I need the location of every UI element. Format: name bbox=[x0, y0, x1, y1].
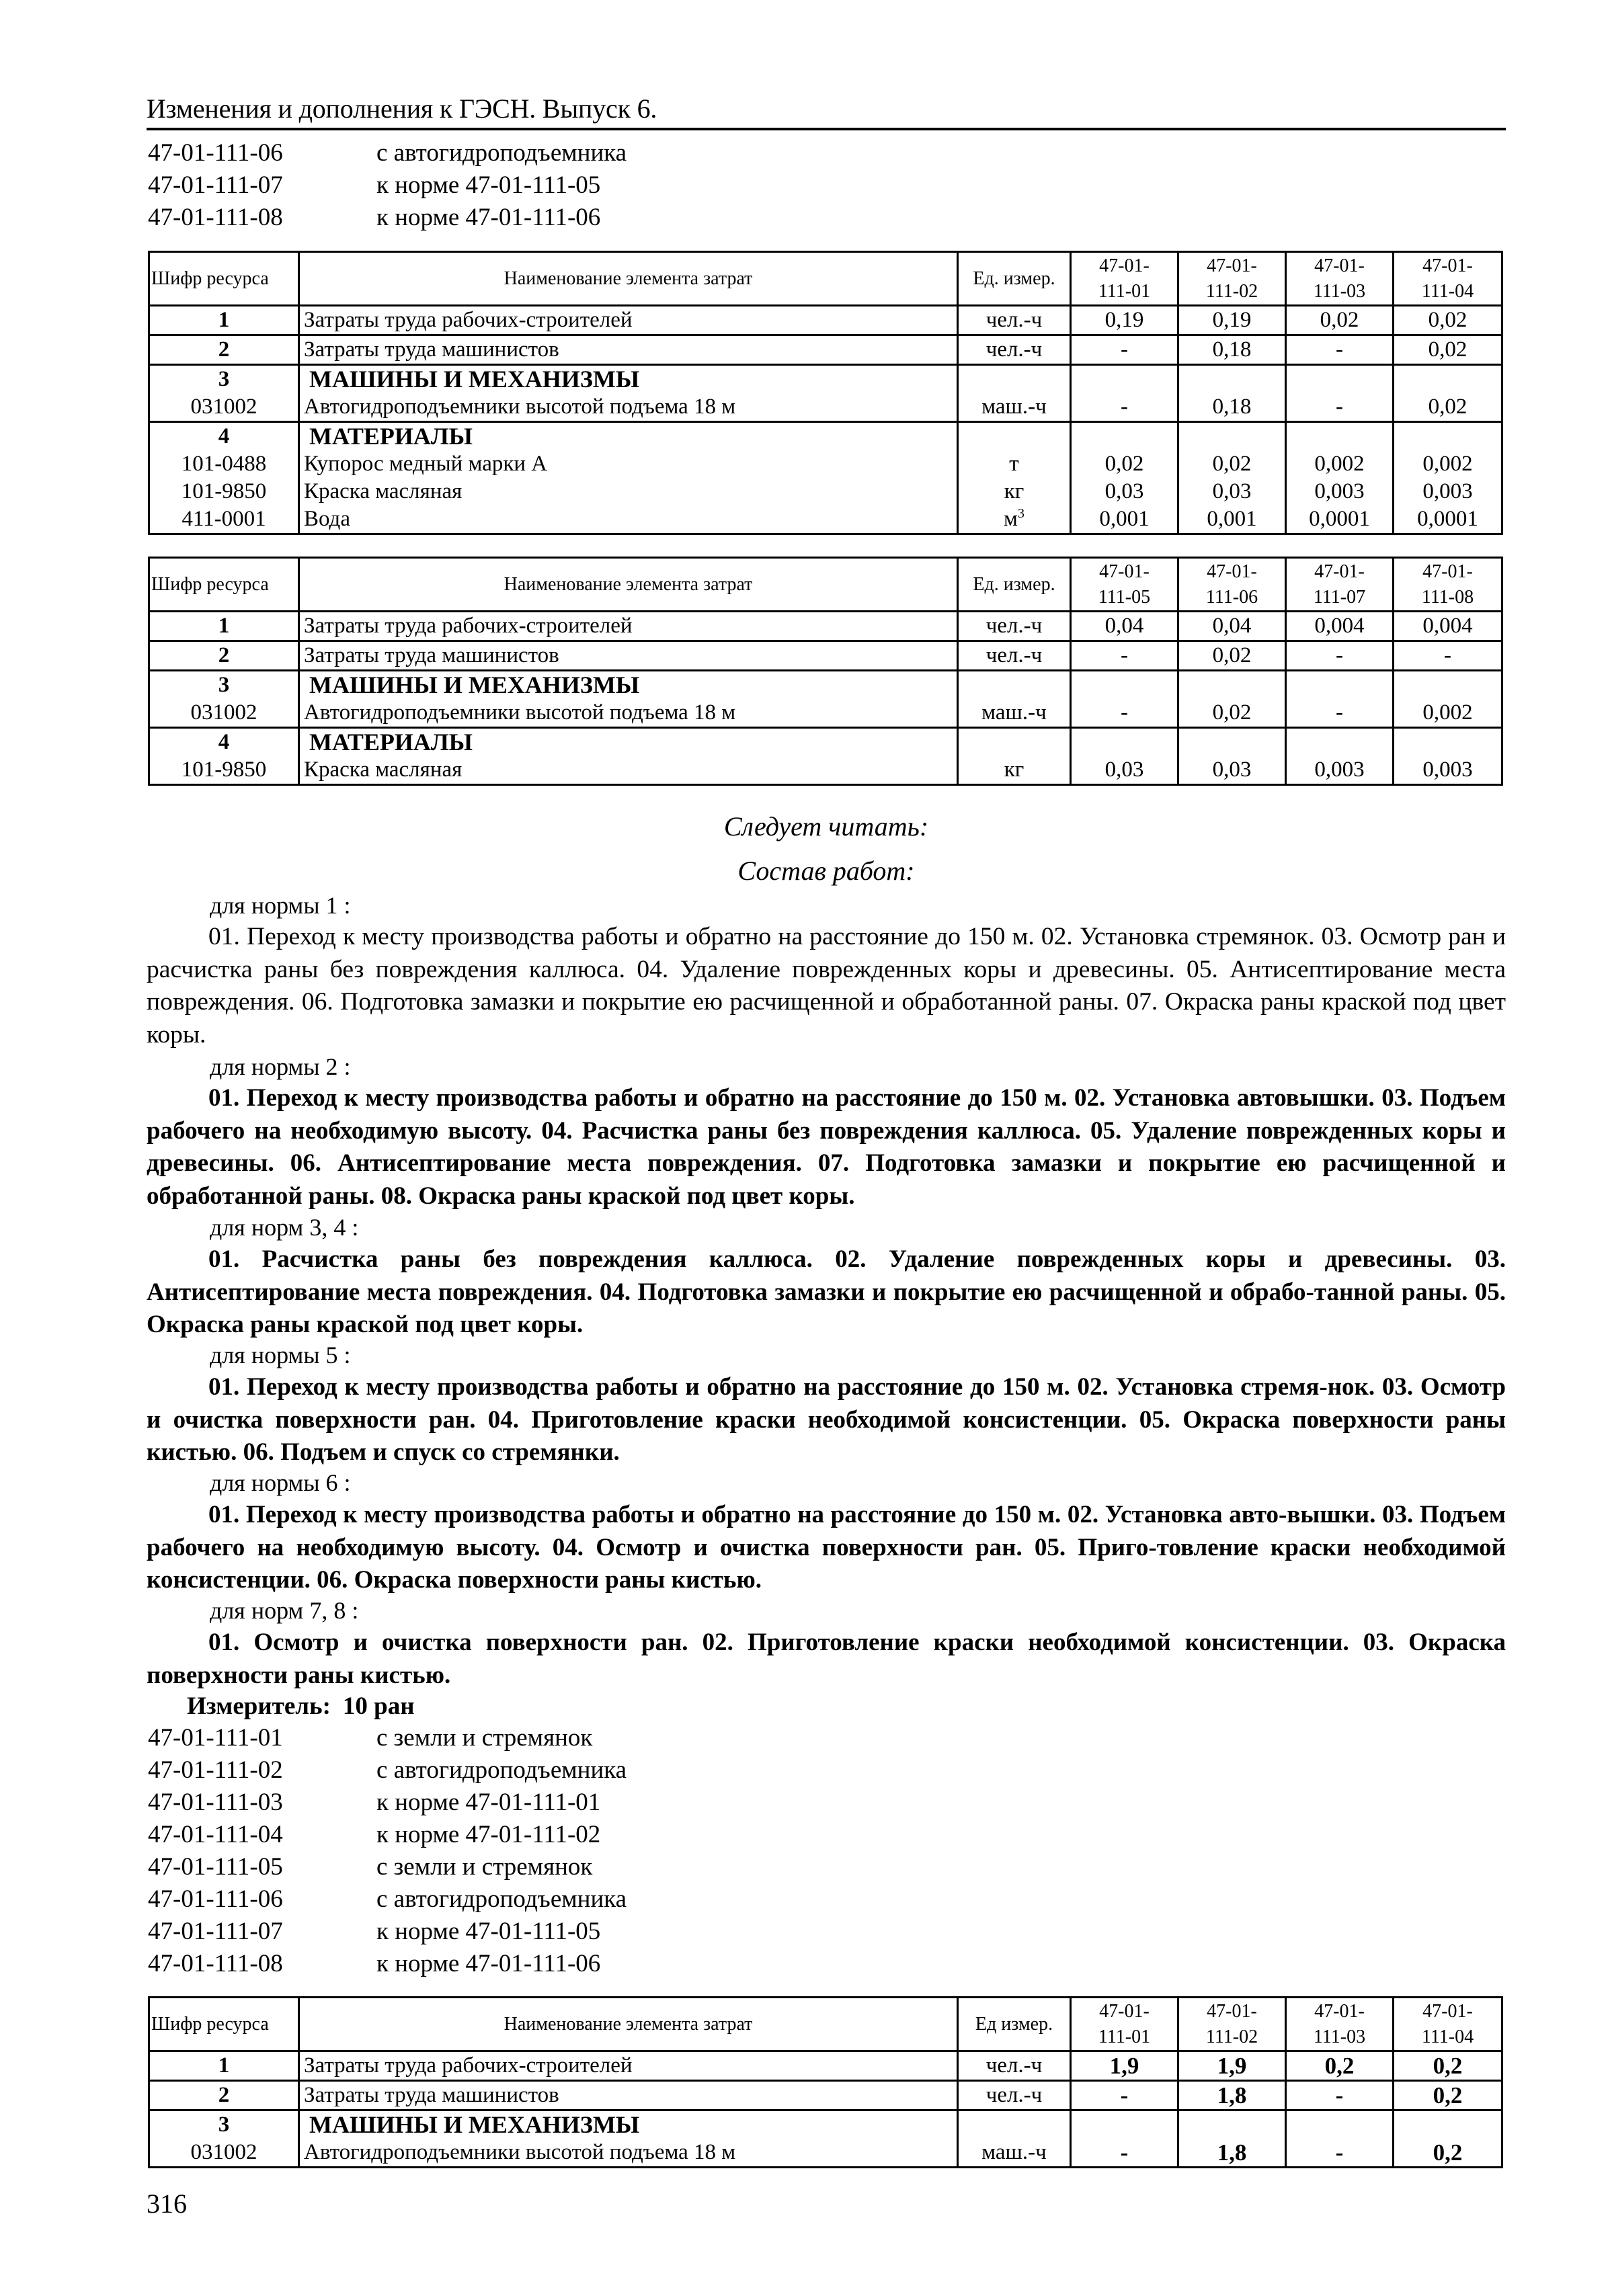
table-row: 1 Затраты труда рабочих-строителей чел.-ч 0,19 0,19 0,02 0,02 bbox=[149, 306, 1502, 335]
norm-label: для нормы 6 : bbox=[210, 1469, 351, 1496]
header-norm-col: 47-01- 111-08 bbox=[1394, 558, 1502, 612]
resource-code: 101-9850 bbox=[181, 479, 267, 503]
header-code: Шифр ресурса bbox=[149, 252, 299, 306]
table-row: 2 Затраты труда машинистов чел.-ч - 0,02 - - bbox=[149, 641, 1502, 671]
bottom-code-list bbox=[148, 1722, 627, 1980]
correction-heading: Следует читать: bbox=[723, 811, 929, 842]
resource-table-1 bbox=[148, 251, 1503, 535]
resource-name: Затраты труда машинистов bbox=[304, 643, 559, 667]
resource-name: Краска масляная bbox=[304, 757, 463, 782]
resource-code: 031002 bbox=[190, 2140, 257, 2164]
section-title: МАТЕРИАЛЫ bbox=[309, 423, 473, 450]
table-section-machines: 3 031002 МАШИНЫ И МЕХАНИЗМЫ Автогидроподъемники высотой подъема 18 м маш.-ч - 0,02 - 0,002 bbox=[149, 671, 1502, 728]
resource-code: 1 bbox=[218, 614, 230, 638]
unit: чел.-ч bbox=[986, 2083, 1043, 2107]
resource-code: 031002 bbox=[190, 395, 257, 419]
norm-label: для норм 7, 8 : bbox=[210, 1597, 359, 1624]
norm-code: 47-01-111-06 bbox=[148, 139, 283, 167]
code-list-item: 47-01-111-05 с земли и стремянок bbox=[148, 1853, 593, 1881]
norm-code: 47-01-111-08 bbox=[148, 204, 283, 231]
unit: маш.-ч bbox=[981, 700, 1047, 725]
table-row: 2 Затраты труда машинистов чел.-ч - 0,18 - 0,02 bbox=[149, 335, 1502, 365]
header-name: Наименование элемента затрат bbox=[299, 252, 958, 306]
norm-description: к норме 47-01-111-06 bbox=[376, 204, 601, 231]
header-norm-col: 47-01- 111-07 bbox=[1286, 558, 1394, 612]
resource-code: 2 bbox=[218, 2083, 230, 2107]
header-code: Шифр ресурса bbox=[149, 558, 299, 612]
section-title: МАШИНЫ И МЕХАНИЗМЫ bbox=[309, 366, 640, 393]
resource-name: Автогидроподъемники высотой подъема 18 м bbox=[304, 2140, 736, 2164]
resource-code: 2 bbox=[218, 643, 230, 667]
header-unit: Ед измер. bbox=[958, 1998, 1071, 2051]
header-rule bbox=[147, 128, 1506, 130]
work-description: 01. Переход к месту производства работы и обратно на расстояние до 150 м. 02. Установка автовышки. 03. Подъем рабочего на необходимую высоту. 04. Расчистка раны без повреждения каллюса. 05. Удаление поврежденных коры и древесины. 06. Антисептирование места повреждения. 07. Подготовка замазки и покрытие ею расчищенной и обработанной раны. 08. Окраска раны краской под цвет коры. bbox=[147, 1084, 1506, 1210]
unit: чел.-ч bbox=[986, 308, 1043, 332]
header-norm-col: 47-01- 111-03 bbox=[1286, 252, 1394, 306]
table-section-materials: 4 101-0488 101-9850 411-0001 МАТЕРИАЛЫ Купорос медный марки А Краска масляная Вода т кг $м^3$ 0,02 0,03 0,001 0,02 0,03 0,001 0,002 0,003 0,0001 0,002 0,003 0,0001 bbox=[149, 422, 1502, 534]
unit: чел.-ч bbox=[986, 614, 1043, 638]
resource-name: Затраты труда рабочих-строителей bbox=[304, 2053, 633, 2078]
unit: чел.-ч bbox=[986, 643, 1043, 667]
section-title: МАШИНЫ И МЕХАНИЗМЫ bbox=[309, 671, 640, 698]
resource-code: 411-0001 bbox=[182, 507, 266, 531]
resource-table-2 bbox=[148, 557, 1503, 786]
table-row: 1 Затраты труда рабочих-строителей чел.-ч 0,04 0,04 0,004 0,004 bbox=[149, 612, 1502, 641]
resource-name: Автогидроподъемники высотой подъема 18 м bbox=[304, 700, 736, 725]
header-norm-col: 47-01- 111-02 bbox=[1178, 252, 1286, 306]
code-list-item bbox=[148, 202, 627, 234]
resource-name: Краска масляная bbox=[304, 479, 463, 503]
work-description: 01. Переход к месту производства работы и обратно на расстояние до 150 м. 02. Установка авто-вышки. 03. Подъем рабочего на необходимую высоту. 04. Осмотр и очистка поверхности ран. 05. Приго-товление краски необходимой консистенции. 06. Окраска поверхности раны кистью. bbox=[147, 1501, 1506, 1594]
code-list-item bbox=[148, 169, 627, 202]
resource-code: 2 bbox=[218, 337, 230, 362]
code-list-item: 47-01-111-07 к норме 47-01-111-05 bbox=[148, 1918, 601, 1945]
table-header-row bbox=[149, 558, 1502, 612]
header-norm-col: 47-01- 111-01 bbox=[1071, 1998, 1178, 2051]
header-code: Шифр ресурса bbox=[149, 1998, 299, 2051]
resource-name: Затраты труда машинистов bbox=[304, 337, 559, 362]
top-code-list bbox=[148, 137, 627, 234]
table-header-row bbox=[149, 252, 1502, 306]
norm-description: с автогидроподъемника bbox=[376, 139, 627, 167]
resource-name: Затраты труда рабочих-строителей bbox=[304, 614, 633, 638]
resource-code: 1 bbox=[218, 308, 230, 332]
header-norm-col: 47-01- 111-03 bbox=[1286, 1998, 1394, 2051]
page-number: 316 bbox=[147, 2188, 187, 2219]
code-list-item: 47-01-111-04 к норме 47-01-111-02 bbox=[148, 1821, 601, 1848]
unit: маш.-ч bbox=[981, 2140, 1047, 2164]
resource-code: 101-9850 bbox=[181, 757, 267, 782]
unit: чел.-ч bbox=[986, 2053, 1043, 2078]
unit: $м^3$ bbox=[1004, 506, 1024, 531]
header-norm-col: 47-01- 111-04 bbox=[1394, 1998, 1502, 2051]
code-list-item: 47-01-111-03 к норме 47-01-111-01 bbox=[148, 1789, 601, 1816]
resource-name: Затраты труда машинистов bbox=[304, 2083, 559, 2107]
table-row: 1 Затраты труда рабочих-строителей чел.-ч 1,9 1,9 0,2 0,2 bbox=[149, 2051, 1502, 2081]
norm-label: для нормы 1 : bbox=[210, 892, 351, 919]
unit: кг bbox=[1004, 757, 1024, 782]
work-composition-heading: Состав работ: bbox=[737, 856, 915, 886]
resource-table-3 bbox=[148, 1996, 1503, 2168]
header-norm-col: 47-01- 111-02 bbox=[1178, 1998, 1286, 2051]
work-description: 01. Переход к месту производства работы и обратно на расстояние до 150 м. 02. Установка стремя-нок. 03. Осмотр и очистка поверхности ран. 04. Приготовление краски необходимой консистенции. 05. Окраска поверхности раны кистью. 06. Подъем и спуск со стремянки. bbox=[147, 1373, 1506, 1466]
resource-code: 031002 bbox=[190, 700, 257, 725]
unit: т bbox=[1009, 452, 1019, 476]
resource-name: Купорос медный марки А bbox=[304, 452, 548, 476]
unit: маш.-ч bbox=[981, 395, 1047, 419]
resource-code: 1 bbox=[218, 2053, 230, 2078]
norm-label: для нормы 5 : bbox=[210, 1342, 351, 1368]
code-list-item: 47-01-111-02 с автогидроподъемника bbox=[148, 1756, 627, 1784]
norm-code: 47-01-111-07 bbox=[148, 171, 283, 199]
work-description: 01. Осмотр и очистка поверхности ран. 02. Приготовление краски необходимой консистенции. 03. Окраска поверхности раны кистью. bbox=[147, 1629, 1506, 1689]
header-norm-col: 47-01- 111-05 bbox=[1071, 558, 1178, 612]
resource-name: Затраты труда рабочих-строителей bbox=[304, 308, 633, 332]
table-section-materials: 4 101-9850 МАТЕРИАЛЫ Краска масляная кг 0,03 0,03 0,003 0,003 bbox=[149, 728, 1502, 785]
section-title: МАТЕРИАЛЫ bbox=[309, 729, 473, 755]
code-list-item bbox=[148, 137, 627, 169]
norm-label: для нормы 2 : bbox=[210, 1053, 351, 1080]
header-norm-col: 47-01- 111-06 bbox=[1178, 558, 1286, 612]
norm-description: к норме 47-01-111-05 bbox=[376, 171, 601, 199]
resource-name: Автогидроподъемники высотой подъема 18 м bbox=[304, 395, 736, 419]
header-name: Наименование элемента затрат bbox=[299, 1998, 958, 2051]
code-list-item: 47-01-111-08 к норме 47-01-111-06 bbox=[148, 1950, 601, 1977]
unit: чел.-ч bbox=[986, 337, 1043, 362]
unit: кг bbox=[1004, 479, 1024, 503]
header-norm-col: 47-01- 111-01 bbox=[1071, 252, 1178, 306]
table-header-row bbox=[149, 1998, 1502, 2051]
table-row: 2 Затраты труда машинистов чел.-ч - 1,8 - 0,2 bbox=[149, 2081, 1502, 2110]
code-list-item: 47-01-111-01 с земли и стремянок bbox=[148, 1724, 593, 1752]
header-norm-col: 47-01- 111-04 bbox=[1394, 252, 1502, 306]
table-section-machines: 3 031002 МАШИНЫ И МЕХАНИЗМЫ Автогидроподъемники высотой подъема 18 м маш.-ч - 1,8 - 0,2 bbox=[149, 2110, 1502, 2168]
resource-code: 101-0488 bbox=[181, 452, 267, 476]
measurement-unit: Измеритель: 10 ран bbox=[187, 1692, 415, 1720]
header-unit: Ед. измер. bbox=[958, 558, 1071, 612]
table-section-machines: 3 031002 МАШИНЫ И МЕХАНИЗМЫ Автогидроподъемники высотой подъема 18 м маш.-ч - 0,18 - 0,02 bbox=[149, 365, 1502, 422]
section-title: МАШИНЫ И МЕХАНИЗМЫ bbox=[309, 2111, 640, 2138]
code-list-item: 47-01-111-06 с автогидроподъемника bbox=[148, 1885, 627, 1913]
running-title: Изменения и дополнения к ГЭСН. Выпуск 6. bbox=[147, 93, 657, 124]
work-description: 01. Переход к месту производства работы и обратно на расстояние до 150 м. 02. Установка стремянок. 03. Осмотр ран и расчистка раны без повреждения каллюса. 04. Удаление поврежденных коры и древесины. 05. Антисептирование места повреждения. 06. Подготовка замазки и покрытие ею расчищенной и обработанной раны. 07. Окраска раны краской под цвет коры. bbox=[147, 923, 1506, 1049]
work-description: 01. Расчистка раны без повреждения каллюса. 02. Удаление поврежденных коры и древесины. 03. Антисептирование места повреждения. 04. Подготовка замазки и покрытие ею расчищенной и обрабо-танной раны. 05. Окраска раны краской под цвет коры. bbox=[147, 1245, 1506, 1338]
resource-name: Вода bbox=[304, 507, 350, 531]
header-unit: Ед. измер. bbox=[958, 252, 1071, 306]
norm-label: для норм 3, 4 : bbox=[210, 1214, 359, 1241]
header-name: Наименование элемента затрат bbox=[299, 558, 958, 612]
